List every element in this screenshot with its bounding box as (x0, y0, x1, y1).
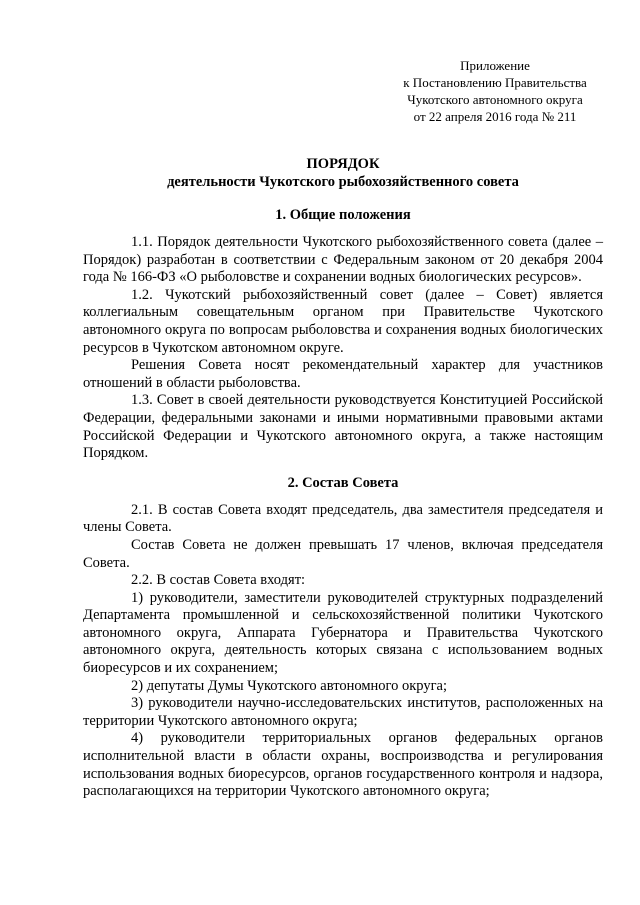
title-line: деятельности Чукотского рыбохозяйственного совета (167, 174, 519, 190)
section-heading: 1. Общие положения (275, 207, 411, 223)
list-item: 1) руководители, заместители руководителей структурных подразделений Департамента промышленной и сельскохозяйственной политики Чукотского автономного округа, Аппарата Губернатора и Правительства Чукотского автономного округа, деятельность которых связана с использованием водных биоресурсов и их сохранением; (83, 589, 603, 677)
list-item: 3) руководители научно-исследовательских институтов, расположенных на территории Чукотского автономного округа; (83, 695, 603, 729)
document-body (83, 206, 603, 801)
list-item: 4) руководители территориальных органов федеральных органов исполнительной власти в области охраны, воспроизводства и регулирования использования водных биоресурсов, органов государственного контроля и надзора, располагающихся на территории Чукотского автономного округа; (83, 730, 603, 800)
appendix-block (385, 57, 605, 125)
appendix-line: к Постановлению Правительства (403, 75, 587, 90)
appendix-line: от 22 апреля 2016 года № 211 (413, 109, 577, 124)
paragraph: 1.3. Совет в своей деятельности руководствуется Конституцией Российской Федерации, федеральными законами и иными нормативными правовыми актами Российской Федерации и Чукотского автономного округа, а также настоящим Порядком. (83, 392, 603, 462)
paragraph: 1.1. Порядок деятельности Чукотского рыбохозяйственного совета (далее – Порядок) разработан в соответствии с Федеральным законом от 20 декабря 2004 года № 166-ФЗ «О рыболовстве и сохранении водных биологических ресурсов». (83, 234, 603, 286)
paragraph: Состав Совета не должен превышать 17 членов, включая председателя Совета. (83, 536, 603, 571)
paragraph: Решения Совета носят рекомендательный характер для участников отношений в области рыболовства. (83, 357, 603, 391)
document-title (83, 155, 603, 191)
paragraph: 2.2. В состав Совета входят: (131, 572, 306, 589)
appendix-line: Чукотского автономного округа (407, 92, 583, 107)
paragraph: 1.2. Чукотский рыбохозяйственный совет (далее – Совет) является коллегиальным совещательным органом при Правительстве Чукотского автономного округа по вопросам рыболовства и сохранения водных биологических ресурсов в Чукотском автономном округе. (83, 286, 603, 356)
paragraph: 2.1. В состав Совета входят председатель, два заместителя председателя и члены Совета. (83, 501, 603, 536)
title-line: ПОРЯДОК (306, 156, 380, 172)
appendix-line: Приложение (460, 58, 530, 73)
list-item: 2) депутаты Думы Чукотского автономного округа; (131, 677, 448, 694)
section-heading: 2. Состав Совета (287, 474, 399, 491)
